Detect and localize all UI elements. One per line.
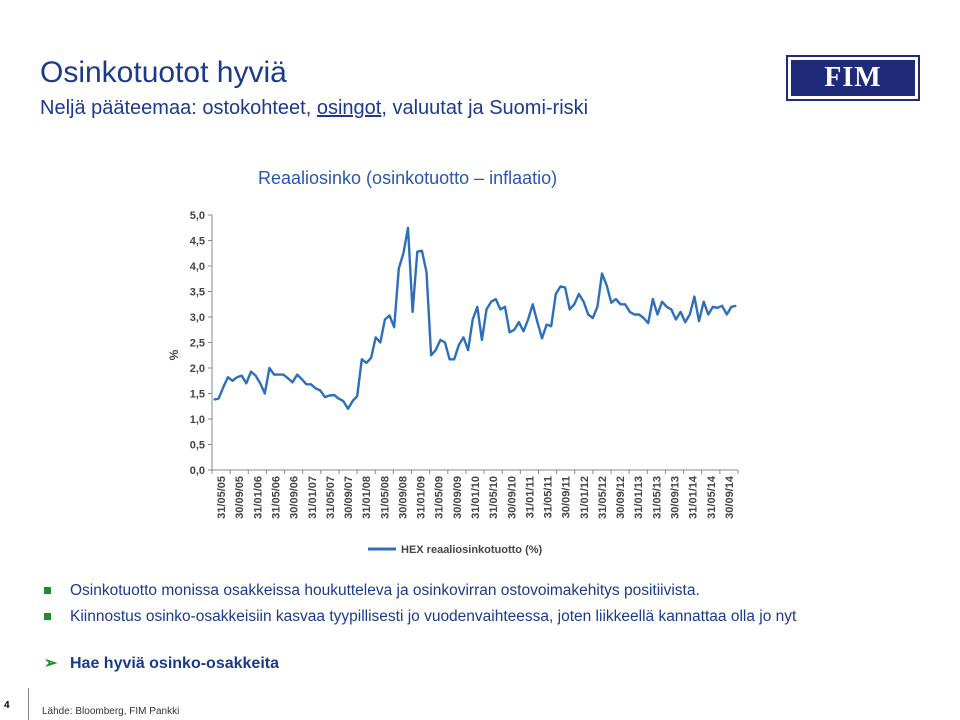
x-tick-label: 31/01/07 bbox=[306, 476, 319, 519]
data-point bbox=[652, 299, 653, 300]
data-point bbox=[320, 390, 321, 391]
data-point bbox=[666, 306, 667, 307]
data-point bbox=[357, 396, 358, 397]
footer-divider bbox=[28, 688, 29, 720]
data-point bbox=[324, 397, 325, 398]
data-point bbox=[712, 306, 713, 307]
data-point bbox=[708, 314, 709, 315]
fim-logo bbox=[788, 57, 918, 99]
data-point bbox=[255, 375, 256, 376]
data-point bbox=[680, 311, 681, 312]
data-point bbox=[694, 296, 695, 297]
subtitle-underlined-word: osingot bbox=[316, 97, 382, 119]
data-point bbox=[560, 286, 561, 287]
x-tick-label: 30/09/05 bbox=[234, 476, 247, 519]
arrow-bullet-icon: ➢ bbox=[44, 655, 58, 672]
action-text: Hae hyviä osinko-osakkeita bbox=[70, 655, 279, 672]
x-tick-label: 30/09/09 bbox=[451, 476, 464, 519]
data-point bbox=[269, 367, 270, 368]
data-point bbox=[366, 362, 367, 363]
data-point bbox=[523, 331, 524, 332]
data-point bbox=[232, 380, 233, 381]
data-point bbox=[237, 377, 238, 378]
data-point bbox=[352, 401, 353, 402]
x-tick-label: 30/09/12 bbox=[615, 476, 628, 519]
data-point bbox=[338, 398, 339, 399]
y-axis-label: % bbox=[167, 349, 181, 361]
series-line bbox=[214, 228, 736, 409]
data-point bbox=[283, 374, 284, 375]
data-point bbox=[541, 338, 542, 339]
x-tick-label: 31/01/10 bbox=[470, 476, 482, 519]
x-tick-label: 31/01/08 bbox=[361, 476, 374, 519]
data-point bbox=[329, 395, 330, 396]
data-point bbox=[565, 287, 566, 288]
data-point bbox=[551, 326, 552, 327]
subtitle-part-2: , valuutat ja Suomi-riski bbox=[381, 97, 589, 119]
data-point bbox=[287, 378, 288, 379]
data-point bbox=[343, 401, 344, 402]
data-point bbox=[435, 350, 436, 351]
data-point bbox=[260, 383, 261, 384]
data-point bbox=[629, 311, 630, 312]
data-point bbox=[481, 339, 482, 340]
data-point bbox=[454, 359, 455, 360]
data-point bbox=[588, 314, 589, 315]
line-chart bbox=[0, 195, 960, 565]
data-point bbox=[371, 357, 372, 358]
y-tick-label: 2,5 bbox=[189, 337, 205, 350]
x-tick-label: 31/01/09 bbox=[415, 476, 428, 519]
data-point bbox=[735, 305, 736, 306]
data-point bbox=[412, 311, 413, 312]
x-tick-label: 30/09/11 bbox=[560, 476, 573, 519]
data-point bbox=[514, 329, 515, 330]
data-point bbox=[264, 393, 265, 394]
data-point bbox=[394, 327, 395, 328]
y-tick-label: 2,0 bbox=[189, 363, 205, 375]
data-point bbox=[638, 314, 639, 315]
x-tick-label: 31/01/13 bbox=[633, 476, 646, 519]
x-axis bbox=[212, 470, 738, 519]
data-point bbox=[574, 304, 575, 305]
data-point bbox=[625, 304, 626, 305]
data-point bbox=[315, 388, 316, 389]
data-point bbox=[504, 306, 505, 307]
bullet-item bbox=[44, 604, 956, 630]
bullet-item bbox=[44, 578, 956, 604]
y-tick-label: 3,5 bbox=[189, 286, 205, 299]
data-point bbox=[384, 319, 385, 320]
bullet-text: Kiinnostus osinko-osakkeisiin kasvaa tyypillisesti jo vuodenvaihteessa, joten liikkeellä kannattaa olla jo nyt bbox=[70, 608, 797, 625]
x-tick-label: 31/05/07 bbox=[324, 476, 337, 519]
bullet-square-icon bbox=[44, 587, 51, 594]
data-point bbox=[722, 305, 723, 306]
subtitle-part-1: Neljä pääteemaa: ostokohteet, bbox=[40, 97, 317, 119]
data-point bbox=[449, 359, 450, 360]
x-tick-label: 31/05/06 bbox=[270, 476, 283, 519]
data-point bbox=[250, 371, 251, 372]
y-axis bbox=[167, 210, 212, 477]
y-tick-label: 1,0 bbox=[189, 414, 205, 426]
legend bbox=[368, 544, 543, 556]
bullet-text: Osinkotuotto monissa osakkeissa houkutteleva ja osinkovirran ostovoimakehitys positiivista. bbox=[70, 582, 700, 599]
data-point bbox=[569, 309, 570, 310]
page-number: 4 bbox=[4, 700, 10, 711]
x-tick-label: 31/05/10 bbox=[488, 476, 501, 519]
data-point bbox=[241, 375, 242, 376]
x-tick-label: 31/05/11 bbox=[542, 476, 555, 519]
data-point bbox=[685, 322, 686, 323]
x-tick-label: 30/09/14 bbox=[723, 476, 736, 519]
data-point bbox=[606, 285, 607, 286]
x-tick-label: 31/05/09 bbox=[433, 476, 446, 519]
data-point bbox=[601, 273, 602, 274]
data-point bbox=[431, 355, 432, 356]
data-point bbox=[407, 227, 408, 228]
source-note: Lähde: Bloomberg, FIM Pankki bbox=[42, 706, 180, 717]
x-tick-label: 30/09/13 bbox=[669, 476, 682, 519]
y-tick-label: 3,0 bbox=[189, 312, 205, 324]
data-point bbox=[518, 322, 519, 323]
data-point bbox=[643, 317, 644, 318]
data-point bbox=[403, 253, 404, 254]
data-point bbox=[278, 374, 279, 375]
data-point bbox=[620, 304, 621, 305]
x-tick-label: 31/05/13 bbox=[651, 476, 664, 519]
data-point bbox=[671, 309, 672, 310]
data-point bbox=[528, 319, 529, 320]
data-point bbox=[717, 307, 718, 308]
series-layer bbox=[213, 227, 736, 409]
y-tick-label: 5,0 bbox=[189, 210, 205, 222]
data-point bbox=[731, 306, 732, 307]
data-point bbox=[375, 337, 376, 338]
page-title: Osinkotuotot hyviä bbox=[40, 56, 287, 89]
x-tick-label: 31/05/08 bbox=[379, 476, 392, 519]
data-point bbox=[380, 342, 381, 343]
data-point bbox=[703, 301, 704, 302]
data-point bbox=[334, 394, 335, 395]
x-tick-label: 30/09/08 bbox=[397, 476, 410, 519]
data-point bbox=[546, 324, 547, 325]
data-point bbox=[592, 317, 593, 318]
data-point bbox=[662, 301, 663, 302]
data-point bbox=[486, 309, 487, 310]
data-point bbox=[463, 337, 464, 338]
x-tick-label: 31/01/06 bbox=[252, 476, 265, 519]
data-point bbox=[301, 379, 302, 380]
data-point bbox=[468, 350, 469, 351]
data-point bbox=[532, 304, 533, 305]
bullet-list bbox=[44, 578, 956, 630]
logo-text: FIM bbox=[824, 62, 882, 93]
data-point bbox=[477, 306, 478, 307]
x-tick-label: 31/01/11 bbox=[524, 476, 537, 519]
data-point bbox=[444, 342, 445, 343]
x-tick-label: 31/05/14 bbox=[705, 476, 718, 519]
x-tick-label: 31/05/12 bbox=[597, 476, 609, 519]
y-tick-label: 0,5 bbox=[189, 439, 205, 452]
data-point bbox=[246, 383, 247, 384]
data-point bbox=[555, 293, 556, 294]
data-point bbox=[213, 399, 214, 400]
data-point bbox=[597, 306, 598, 307]
x-tick-label: 31/05/05 bbox=[216, 476, 229, 519]
data-point bbox=[509, 332, 510, 333]
data-point bbox=[500, 309, 501, 310]
data-point bbox=[389, 315, 390, 316]
data-point bbox=[227, 377, 228, 378]
data-point bbox=[615, 299, 616, 300]
data-point bbox=[495, 299, 496, 300]
data-point bbox=[421, 250, 422, 251]
y-tick-label: 4,5 bbox=[189, 235, 205, 248]
data-point bbox=[417, 251, 418, 252]
data-point bbox=[634, 314, 635, 315]
data-point bbox=[675, 319, 676, 320]
page-subtitle bbox=[40, 98, 588, 118]
data-point bbox=[657, 314, 658, 315]
data-point bbox=[491, 301, 492, 302]
data-point bbox=[218, 398, 219, 399]
data-point bbox=[578, 293, 579, 294]
data-point bbox=[361, 359, 362, 360]
x-tick-label: 30/09/10 bbox=[506, 476, 519, 519]
data-point bbox=[726, 314, 727, 315]
data-point bbox=[648, 323, 649, 324]
data-point bbox=[458, 344, 459, 345]
x-tick-label: 30/09/07 bbox=[343, 476, 355, 519]
chart-title: Reaaliosinko (osinkotuotto – inflaatio) bbox=[258, 168, 558, 188]
bullet-square-icon bbox=[44, 613, 51, 620]
data-point bbox=[583, 301, 584, 302]
data-point bbox=[611, 302, 612, 303]
y-tick-label: 1,5 bbox=[189, 388, 205, 401]
data-point bbox=[297, 374, 298, 375]
data-point bbox=[223, 387, 224, 388]
x-tick-label: 31/01/14 bbox=[687, 476, 700, 519]
data-point bbox=[347, 408, 348, 409]
data-point bbox=[472, 319, 473, 320]
data-point bbox=[537, 322, 538, 323]
data-point bbox=[306, 384, 307, 385]
legend-label: HEX reaaliosinkotuotto (%) bbox=[401, 544, 543, 556]
data-point bbox=[440, 339, 441, 340]
data-point bbox=[398, 268, 399, 269]
data-point bbox=[274, 374, 275, 375]
x-tick-label: 31/01/12 bbox=[578, 476, 591, 519]
y-tick-label: 4,0 bbox=[189, 261, 205, 273]
data-point bbox=[292, 382, 293, 383]
x-tick-label: 30/09/06 bbox=[288, 476, 301, 519]
y-tick-label: 0,0 bbox=[189, 465, 205, 477]
data-point bbox=[698, 321, 699, 322]
data-point bbox=[689, 314, 690, 315]
data-point bbox=[426, 272, 427, 273]
call-to-action bbox=[44, 652, 279, 676]
data-point bbox=[310, 384, 311, 385]
